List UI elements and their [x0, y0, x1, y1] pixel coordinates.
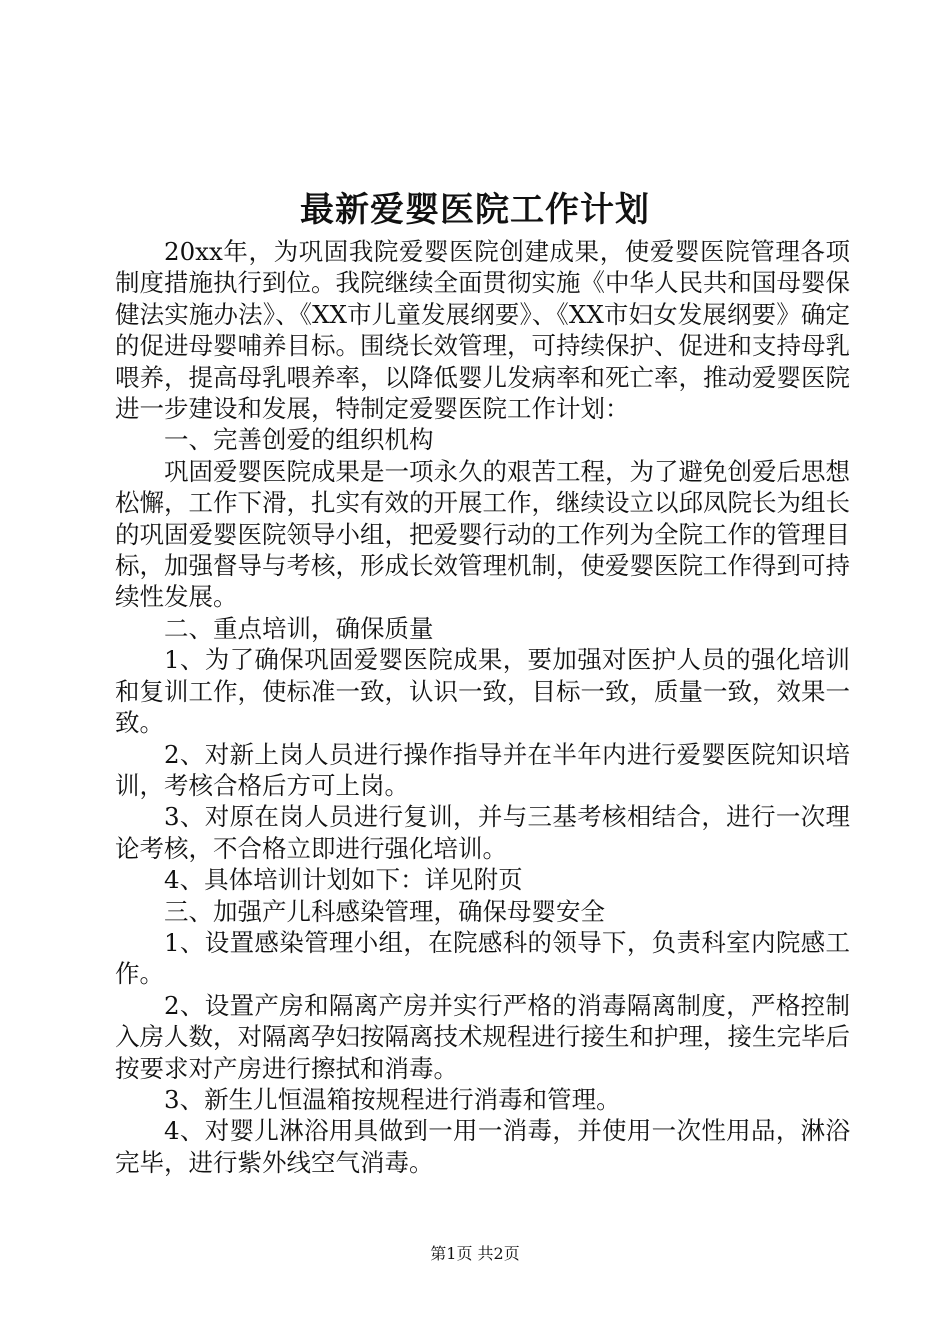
page-number-footer: 第1页 共2页: [430, 1244, 520, 1263]
section-heading-3: 三、加强产儿科感染管理，确保母婴安全: [164, 896, 605, 926]
section-3-item-1: 1、设置感染管理小组，在院感科的领导下，负责科室内院感工作。: [115, 927, 850, 989]
section-2-item-4: 4、具体培训计划如下：详见附页: [164, 865, 523, 895]
section-3-item-2: 2、设置产房和隔离产房并实行严格的消毒隔离制度，严格控制入房人数，对隔离孕妇按隔离技术规程进行接生和护理，接生完毕后按要求对产房进行擦拭和消毒。: [115, 990, 850, 1083]
intro-paragraph: 20xx年，为巩固我院爱婴医院创建成果，使爱婴医院管理各项制度措施执行到位。我院继续全面贯彻实施《中华人民共和国母婴保健法实施办法》、《XX市儿童发展纲要》、《XX市妇女发展纲要》确定的促进母婴哺养目标。围绕长效管理，可持续保护、促进和支持母乳喂养，提高母乳喂养率，以降低婴儿发病率和死亡率，推动爱婴医院进一步建设和发展，特制定爱婴医院工作计划：: [115, 237, 850, 424]
section-1-paragraph: 巩固爱婴医院成果是一项永久的艰苦工程，为了避免创爱后思想松懈，工作下滑，扎实有效的开展工作，继续设立以邱凤院长为组长的巩固爱婴医院领导小组，把爱婴行动的工作列为全院工作的管理目标，加强督导与考核，形成长效管理机制，使爱婴医院工作得到可持续性发展。: [115, 456, 850, 612]
section-2-item-3: 3、对原在岗人员进行复训，并与三基考核相结合，进行一次理论考核，不合格立即进行强化培训。: [115, 802, 850, 863]
section-heading-2: 二、重点培训，确保质量: [164, 613, 434, 643]
section-3-item-4: 4、对婴儿淋浴用具做到一用一消毒，并使用一次性用品，淋浴完毕，进行紫外线空气消毒。: [115, 1116, 850, 1177]
section-2-item-2: 2、对新上岗人员进行操作指导并在半年内进行爱婴医院知识培训，考核合格后方可上岗。: [115, 739, 850, 800]
section-heading-1: 一、完善创爱的组织机构: [164, 425, 434, 455]
document-title: 最新爱婴医院工作计划: [300, 190, 650, 230]
section-2-item-1: 1、为了确保巩固爱婴医院成果，要加强对医护人员的强化培训和复训工作，使标准一致，认识一致，目标一致，质量一致，效果一致。: [115, 645, 850, 738]
section-3-item-3: 3、新生儿恒温箱按规程进行消毒和管理。: [164, 1084, 621, 1114]
document-body: [115, 236, 850, 1178]
